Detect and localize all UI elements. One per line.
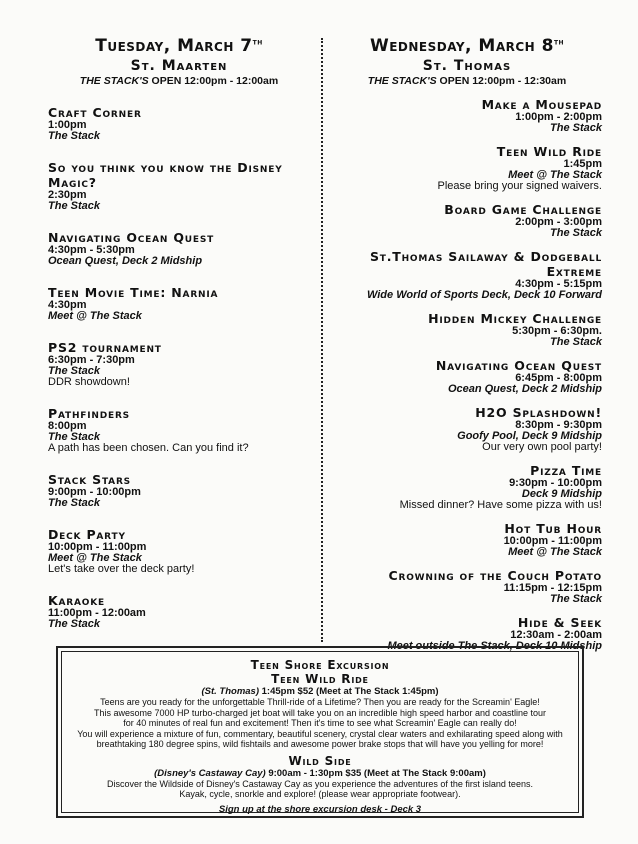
event-item — [332, 202, 602, 239]
event-detail: 9:30pm - 10:00pm — [509, 477, 602, 489]
event-item — [48, 406, 310, 454]
event-title: Stack Stars — [48, 472, 131, 487]
event-detail: 2:00pm - 3:00pm — [515, 216, 602, 228]
wednesday-column — [332, 30, 602, 652]
event-title: Pizza Time — [530, 463, 602, 478]
event-detail: The Stack — [550, 122, 602, 134]
event-title: Hide & Seek — [517, 615, 602, 630]
event-title: Make a Mousepad — [481, 97, 602, 112]
event-title: Teen Wild Ride — [496, 144, 602, 159]
event-detail: Meet @ The Stack — [48, 552, 142, 564]
event-item — [332, 568, 602, 605]
event-detail: 11:00pm - 12:00am — [48, 607, 146, 619]
event-detail: Our very own pool party! — [482, 441, 602, 453]
event-detail: Missed dinner? Have some pizza with us! — [399, 499, 602, 511]
event-title: H2O Splashdown! — [475, 405, 602, 420]
event-detail: 6:45pm - 8:00pm — [515, 372, 602, 384]
event-item — [332, 463, 602, 511]
event-item — [332, 249, 602, 301]
event-title: Deck Party — [48, 527, 126, 542]
event-item — [48, 593, 310, 630]
event-item — [332, 521, 602, 558]
event-detail: 4:30pm — [48, 299, 87, 311]
tuesday-column — [48, 30, 310, 630]
wild-side-details: (Disney's Castaway Cay) 9:00am - 1:30pm $35 (Meet at The Stack 9:00am) — [154, 767, 486, 779]
description-line: breathtaking 180 degree spins, wild fishtails and awesome power brake stops that will have you yelling for more! — [96, 739, 544, 749]
event-detail: Let's take over the deck party! — [48, 563, 195, 575]
stack-hours: THE STACK'S OPEN 12:00pm - 12:30am — [367, 75, 567, 87]
event-item — [48, 105, 310, 142]
signup-note: Sign up at the shore excursion desk - Deck 3 — [218, 803, 422, 815]
event-item — [48, 160, 310, 212]
shore-heading: Teen Shore Excursion — [250, 658, 390, 672]
event-title: Pathfinders — [48, 406, 130, 421]
day-title: Wednesday, March 8th — [369, 36, 565, 56]
wild-ride-description — [62, 697, 578, 750]
event-detail: 12:30am - 2:00am — [510, 629, 602, 641]
event-detail: Meet outside The Stack, Deck 10 Midship — [387, 640, 602, 652]
event-detail: DDR showdown! — [48, 376, 130, 388]
event-detail: The Stack — [48, 200, 100, 212]
description-line: Discover the Wildside of Disney's Castaway Cay as you experience the adventures of the first island teens. — [107, 778, 533, 789]
event-item — [48, 230, 310, 267]
event-detail: 8:00pm — [48, 420, 87, 432]
wild-side-title: Wild Side — [288, 753, 352, 768]
event-detail: 10:00pm - 11:00pm — [503, 535, 602, 547]
port-name: St. Maarten — [130, 58, 228, 74]
event-title: St.Thomas Sailaway & Dodgeball Extreme — [369, 249, 602, 279]
event-detail: 4:30pm - 5:30pm — [48, 244, 135, 256]
description-line: Kayak, cycle, snorkle and explore! (please wear appropriate footwear). — [179, 789, 461, 799]
event-detail: Goofy Pool, Deck 9 Midship — [457, 430, 602, 442]
event-detail: The Stack — [48, 497, 100, 509]
event-detail: 1:00pm — [48, 119, 87, 131]
event-item — [332, 97, 602, 134]
event-detail: The Stack — [48, 365, 100, 377]
description-line: for 40 minutes of real fun and excitement! Then it's time to see what Screamin' Eagle can really do! — [123, 718, 517, 728]
event-item — [48, 285, 310, 322]
wild-ride-details: (St. Thomas) 1:45pm $52 (Meet at The Stack 1:45pm) — [201, 686, 439, 697]
event-list — [332, 97, 602, 652]
event-title: Navigating Ocean Quest — [48, 230, 215, 245]
column-divider — [321, 38, 323, 642]
event-detail: Ocean Quest, Deck 2 Midship — [447, 383, 602, 395]
event-title: Crowning of the Couch Potato — [388, 568, 602, 583]
event-title: Board Game Challenge — [444, 202, 602, 217]
wild-side-description — [62, 779, 578, 800]
event-item — [332, 311, 602, 348]
event-item — [48, 472, 310, 509]
day-title: Tuesday, March 7th — [95, 36, 263, 56]
event-detail: Meet @ The Stack — [48, 310, 142, 322]
event-title: Navigating Ocean Quest — [435, 358, 602, 373]
event-detail: 10:00pm - 11:00pm — [48, 541, 147, 553]
event-detail: 11:15pm - 12:15pm — [503, 582, 602, 594]
event-detail: Meet @ The Stack — [508, 546, 602, 558]
event-detail: Wide World of Sports Deck, Deck 10 Forward — [366, 289, 602, 301]
event-item — [332, 405, 602, 453]
description-line: This awesome 7000 HP turbo-charged jet boat will take you on an incredible high speed harbor and coastline tour — [93, 707, 547, 718]
wild-ride-title: Teen Wild Ride — [271, 672, 369, 686]
description-line: Teens are you ready for the unforgettable Thrill-ride of a Lifetime? Then you are ready for the Screamin' Eagle! — [100, 697, 540, 707]
event-item — [48, 527, 310, 575]
event-detail: 5:30pm - 6:30pm. — [512, 325, 602, 337]
event-title: Hot Tub Hour — [504, 521, 602, 536]
event-title: Karaoke — [48, 593, 105, 608]
event-detail: 8:30pm - 9:30pm — [515, 419, 602, 431]
event-item — [332, 144, 602, 192]
event-title: Teen Movie Time: Narnia — [48, 285, 219, 300]
event-title: Hidden Mickey Challenge — [428, 311, 602, 326]
event-detail: The Stack — [48, 618, 100, 630]
stack-hours: THE STACK'S OPEN 12:00pm - 12:00am — [79, 75, 279, 87]
event-detail: The Stack — [550, 336, 602, 348]
event-detail: The Stack — [550, 593, 602, 605]
event-list — [48, 105, 310, 630]
event-detail: Deck 9 Midship — [521, 488, 602, 500]
event-item — [332, 358, 602, 395]
event-detail: 4:30pm - 5:15pm — [515, 278, 602, 290]
event-title: So you think you know the Disney Magic? — [48, 160, 283, 190]
event-detail: 1:45pm — [563, 158, 602, 170]
event-title: Craft Corner — [48, 105, 142, 120]
event-title: PS2 tournament — [48, 340, 162, 355]
shore-excursion-box — [56, 646, 584, 818]
event-item — [48, 340, 310, 388]
event-detail: 9:00pm - 10:00pm — [48, 486, 141, 498]
event-detail: The Stack — [48, 431, 100, 443]
event-detail: A path has been chosen. Can you find it? — [48, 442, 249, 454]
event-detail: Please bring your signed waivers. — [437, 180, 602, 192]
event-detail: 2:30pm — [48, 189, 87, 201]
event-detail: Ocean Quest, Deck 2 Midship — [48, 255, 203, 267]
event-detail: The Stack — [550, 227, 602, 239]
event-detail: Meet @ The Stack — [508, 169, 602, 181]
event-detail: 1:00pm - 2:00pm — [515, 111, 602, 123]
port-name: St. Thomas — [422, 58, 512, 74]
event-detail: 6:30pm - 7:30pm — [48, 354, 135, 366]
description-line: You will experience a mixture of fun, commentary, beautiful scenery, crystal clear waters and exhilarating speed along with — [77, 728, 563, 739]
event-detail: The Stack — [48, 130, 100, 142]
